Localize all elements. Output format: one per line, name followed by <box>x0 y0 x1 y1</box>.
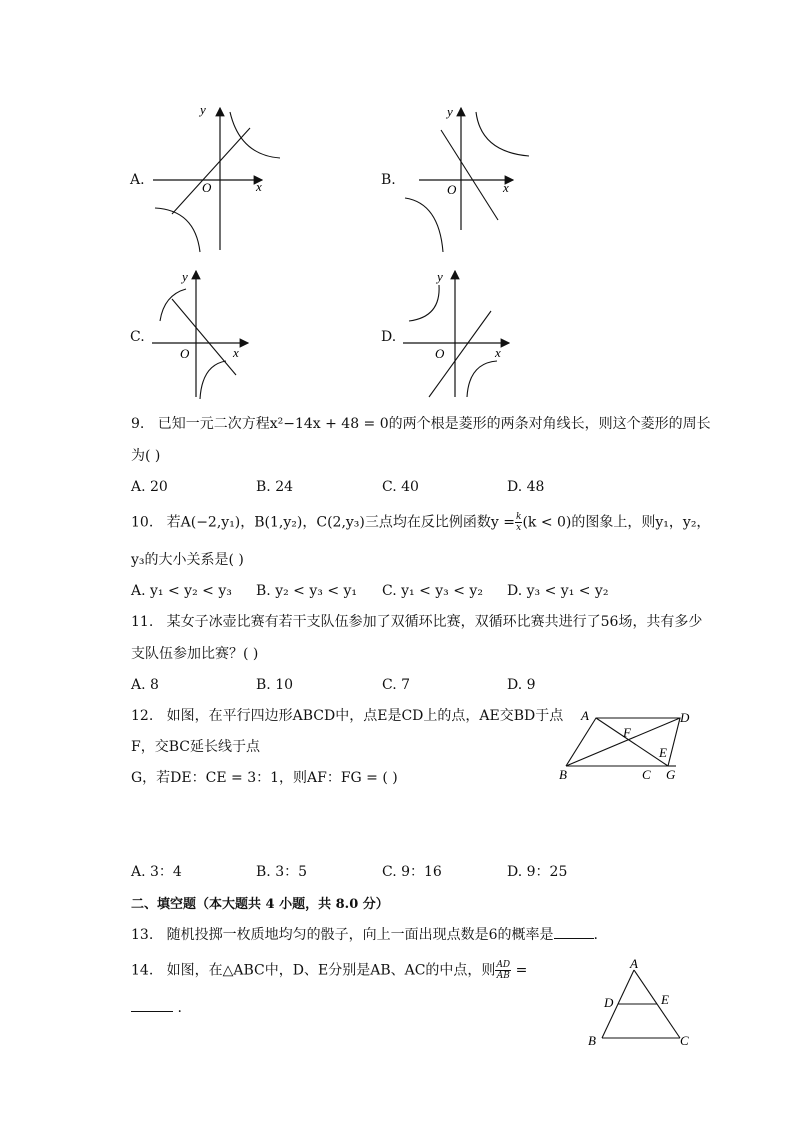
y-axis-label: y <box>447 104 453 119</box>
fraction-denominator: x <box>516 523 522 533</box>
q13-line <box>131 925 598 945</box>
q14-line <box>131 960 527 981</box>
graph-c <box>150 265 290 400</box>
q9-option-d: D. 48 <box>507 479 545 495</box>
point-a-label: A <box>630 956 638 971</box>
graph-a <box>150 100 300 255</box>
q8-option-d <box>381 265 541 400</box>
question-number: 11. <box>131 614 154 630</box>
q11-line1 <box>131 612 702 632</box>
q9-option-b: B. 24 <box>256 479 294 495</box>
question-stem: 随机投掷一枚质地均匀的骰子，向上一面出现点数是6的概率是 <box>166 927 554 943</box>
x-axis-label: x <box>495 345 501 360</box>
question-stem-b: (k < 0)的图象上，则y₁，y₂， <box>522 514 711 531</box>
end-mark: . <box>593 927 598 943</box>
q12-option-a: A. 3：4 <box>131 864 182 880</box>
origin-label: O <box>180 346 190 361</box>
parallelogram-figure <box>556 706 706 786</box>
q12-line2: F，交BC延长线于点 <box>131 739 260 755</box>
point-g-label: G <box>666 767 676 782</box>
question-number: 12. <box>131 708 154 724</box>
question-stem: 已知一元二次方程x²−14x + 48 = 0的两个根是菱形的两条对角线长，则这个菱形的周长 <box>157 416 711 432</box>
x-axis-label: x <box>503 180 509 195</box>
q10-line2: y₃的大小关系是( ) <box>131 552 244 568</box>
point-c-label: C <box>680 1033 689 1048</box>
point-a-label: A <box>581 708 589 723</box>
graph-b <box>401 100 551 255</box>
point-b-label: B <box>559 767 567 782</box>
q9-option-a: A. 20 <box>131 479 168 495</box>
q9-line1 <box>131 414 711 434</box>
triangle-figure <box>582 956 697 1048</box>
point-e-label: E <box>661 992 669 1007</box>
x-axis-label: x <box>256 179 262 194</box>
x-axis-label: x <box>233 345 239 360</box>
answer-blank[interactable] <box>554 937 594 939</box>
q10-option-c: C. y₁ < y₃ < y₂ <box>382 583 483 599</box>
fraction-denominator: AB <box>496 971 510 981</box>
equals-sign: = <box>515 962 528 979</box>
q8-option-b <box>381 100 551 255</box>
question-stem: 如图，在△ABC中，D、E分别是AB、AC的中点，则 <box>166 962 496 979</box>
y-axis-label: y <box>182 269 188 284</box>
q11-option-c: C. 7 <box>382 677 411 693</box>
point-c-label: C <box>642 767 651 782</box>
question-number: 10. <box>131 514 154 531</box>
graph-d <box>401 265 541 400</box>
q10-option-a: A. y₁ < y₂ < y₃ <box>131 583 232 599</box>
q9-line2: 为( ) <box>131 448 161 464</box>
end-mark: . <box>177 1000 182 1016</box>
q12-option-b: B. 3：5 <box>256 864 308 880</box>
q12-option-d: D. 9：25 <box>507 864 568 880</box>
q12-option-c: C. 9：16 <box>382 864 442 880</box>
q12-line3: G，若DE：CE = 3：1，则AF：FG = ( ) <box>131 770 398 786</box>
question-stem: 如图，在平行四边形ABCD中，点E是CD上的点，AE交BD于点 <box>166 708 564 724</box>
point-d-label: D <box>604 995 614 1010</box>
question-stem-a: 若A(−2,y₁)，B(1,y₂)，C(2,y₃)三点均在反比例函数y = <box>166 514 515 531</box>
q11-line2: 支队伍参加比赛？( ) <box>131 646 259 662</box>
q10-line1 <box>131 512 710 533</box>
y-axis-label: y <box>200 102 206 117</box>
q10-option-d: D. y₃ < y₁ < y₂ <box>507 583 609 599</box>
q11-option-a: A. 8 <box>131 677 159 693</box>
fraction-numerator: AD <box>496 960 511 970</box>
point-e-label: E <box>659 745 667 760</box>
question-number: 14. <box>131 962 154 979</box>
option-label: B. <box>381 172 396 188</box>
q8-option-a <box>130 100 300 255</box>
q8-option-c <box>130 265 290 400</box>
origin-label: O <box>435 346 445 361</box>
point-d-label: D <box>680 710 690 725</box>
q11-option-b: B. 10 <box>256 677 294 693</box>
q9-option-c: C. 40 <box>382 479 419 495</box>
question-number: 13. <box>131 927 154 943</box>
answer-blank[interactable] <box>131 1010 173 1012</box>
section-title: 二、填空题（本大题共 4 小题，共 8.0 分） <box>131 897 389 912</box>
y-axis-label: y <box>437 269 443 284</box>
q10-option-b: B. y₂ < y₃ < y₁ <box>256 583 358 599</box>
question-stem: 某女子冰壶比赛有若干支队伍参加了双循环比赛，双循环比赛共进行了56场，共有多少 <box>166 614 703 630</box>
point-b-label: B <box>588 1033 596 1048</box>
fraction-numerator: k <box>515 512 522 522</box>
q11-option-d: D. 9 <box>507 677 536 693</box>
option-label: C. <box>130 329 145 345</box>
option-label: D. <box>381 329 397 345</box>
fraction-ad-over-ab <box>495 960 511 981</box>
q14-answer-line <box>131 998 182 1018</box>
origin-label: O <box>202 180 212 195</box>
q12-line1 <box>131 706 563 726</box>
point-f-label: F <box>623 725 631 740</box>
origin-label: O <box>447 182 457 197</box>
option-label: A. <box>130 172 145 188</box>
question-number: 9. <box>131 416 145 432</box>
